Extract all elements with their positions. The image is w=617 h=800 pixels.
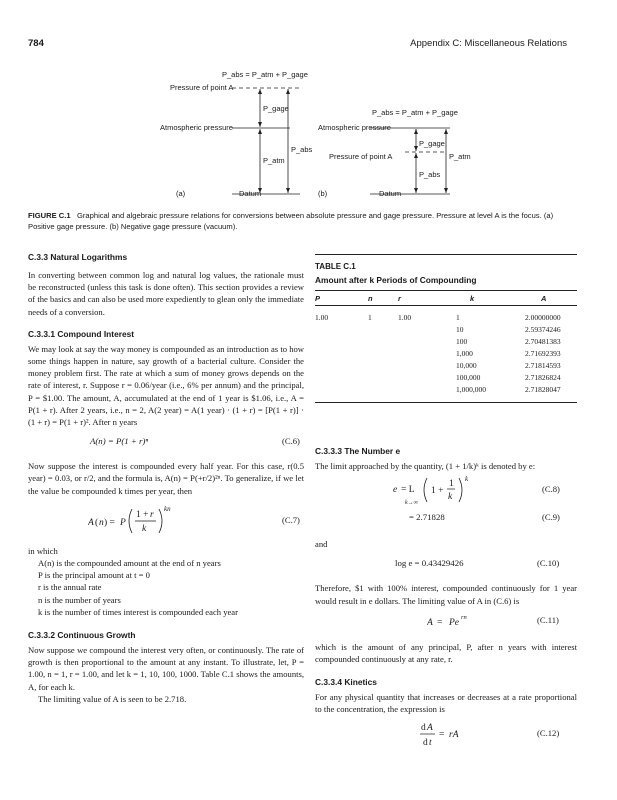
table-cell: 1,000,000 [456, 385, 486, 394]
paragraph: The limit approached by the quantity, (1 + 1/k)ᵏ is denoted by e: [315, 461, 536, 471]
paragraph: We may look at say the way money is compounded as an introduction as to how some things happen in nature, say growth of a bacterial culture. Consider the money problem first. The rate at which a sum of money grows depends on the rate of interest, r. Suppose r = 0.06/year (i.e., 6% per annum) and the principal, P = $1.00. The amount, A, accumulated at the end of 1 year is $1.06, i.e., A = P(1 + r). After 2 years, i.e., n = 2, A(2 year) = A(1 year) · (1 + r) = [P(1 + r)] · (1 + r) = P(1 + r)². After n years [28, 343, 304, 428]
table-header-n: n [368, 294, 373, 303]
equation-c6 [28, 428, 304, 454]
fig-a-patm-label: P_atm [263, 156, 285, 165]
page-number: 784 [28, 38, 44, 49]
table-header-rule [315, 290, 577, 291]
svg-text:e: e [393, 485, 398, 496]
svg-text:A: A [427, 617, 433, 628]
table-cell: 2.70481383 [525, 337, 561, 346]
equation-c12 [315, 716, 577, 752]
equation-c11 [315, 607, 577, 635]
equation-c7 [28, 497, 304, 545]
table-cell: 1 [456, 313, 460, 322]
equation-c9 [315, 510, 577, 538]
definition-item: n is the number of years [38, 594, 121, 605]
table-cell: 2.59374246 [525, 325, 561, 334]
table-cell: 100,000 [456, 373, 481, 382]
equation-c10 [315, 550, 577, 574]
fig-b-abs-label: P_abs [419, 170, 441, 179]
figure-caption [28, 210, 576, 232]
fig-b-datum-label: Datum [379, 189, 402, 198]
svg-text:) =: ) = [104, 517, 115, 528]
equation-c9-text: = 2.71828 [409, 512, 445, 523]
table-label: TABLE C.1 [315, 262, 356, 271]
equation-c6-text: A(n) = P(1 + r)ⁿ [90, 436, 149, 447]
svg-text:k: k [448, 492, 453, 503]
table-cell: 1.00 [315, 313, 329, 322]
table-cell: 2.71692393 [525, 349, 561, 358]
equation-c10-text: log e = 0.43429426 [395, 558, 464, 569]
fig-a-abs-label: P_abs [291, 145, 313, 154]
svg-text:r: r [150, 509, 154, 520]
svg-text:k→∞: k→∞ [405, 500, 418, 507]
equation-c11-formula [427, 609, 487, 631]
fig-b-patm-label: P_atm [449, 152, 471, 161]
table-top-rule [315, 254, 577, 255]
section-number-e: C.3.3.3 The Number e [315, 446, 401, 456]
paragraph: The limiting value of A is seen to be 2.718. [38, 693, 187, 704]
fig-a-datum-label: Datum [239, 189, 262, 198]
table-cell: 2.71826824 [525, 373, 561, 382]
right-column [315, 446, 577, 752]
section-continuous-growth: C.3.3.2 Continuous Growth [28, 630, 136, 641]
section-compound-interest: C.3.3.1 Compound Interest [28, 328, 135, 339]
caption-text: Graphical and algebraic pressure relations for conversions between absolute pressure and gage pressure. Pressure at level A is the focus. (a) Positive gage pressure. (b) Negative gage pressure (vacuum). [28, 211, 554, 231]
table-header-a: A [541, 294, 547, 303]
paragraph: which is the amount of any principal, P, after n years with interest compounded continuously at any rate, r. [315, 641, 577, 665]
table-header-k: k [470, 294, 475, 303]
table-cell: 1 [368, 313, 372, 322]
equation-c8-formula [393, 474, 503, 510]
svg-text:rA: rA [449, 729, 459, 740]
paragraph: Therefore, $1 with 100% interest, compounded continuously for 1 year would result in e dollars. The limiting value of A in (C.6) is [315, 583, 577, 606]
svg-text:k: k [142, 523, 147, 534]
definition-item: r is the annual rate [38, 582, 102, 593]
svg-text:k: k [465, 475, 469, 484]
table-header-r: r [398, 294, 401, 303]
svg-text:A: A [427, 722, 433, 733]
table-cell: 1,000 [456, 349, 473, 358]
svg-text:kn: kn [164, 504, 171, 513]
svg-text:1 +: 1 + [431, 486, 444, 497]
svg-text:t: t [429, 737, 432, 748]
table-title: Amount after k Periods of Compounding [315, 275, 477, 285]
running-header: Appendix C: Miscellaneous Relations [410, 38, 567, 49]
caption-label: FIGURE C.1 [28, 211, 71, 220]
section-natural-logarithms: C.3.3 Natural Logarithms [28, 252, 128, 262]
equation-c10-number: (C.10) [537, 558, 560, 569]
fig-b-point-label: Pressure of point A [329, 152, 393, 161]
paragraph: Now suppose the interest is compounded every half year. For this case, r(0.5 year) = 0.03, or r/2, and the formula is, A(n) = P(+r/2)²ⁿ. To generalize, if we let the value be compounded k times per year, then [28, 461, 304, 496]
fig-b-atm-label: Atmospheric pressure [318, 123, 391, 132]
equation-c12-number: (C.12) [537, 727, 560, 738]
definition-item: A(n) is the compounded amount at the end of n years [38, 558, 221, 569]
table-cell: 10 [456, 325, 464, 334]
and-text: and [315, 539, 328, 550]
paragraph: In converting between common log and natural log values, the rationale must be reconstructed (unless this task is done often). This section provides a review of the basics and can also be used more expediently to glean only the immediate needs of a conversion. [28, 270, 304, 317]
equation-c8-number: (C.8) [542, 484, 560, 495]
table-cell: 10,000 [456, 361, 477, 370]
fig-b-gage-label: P_gage [419, 139, 445, 148]
svg-text:n: n [99, 517, 104, 528]
equation-c8 [315, 472, 577, 510]
table-bottom-rule [315, 402, 577, 403]
fig-a-atm-label: Atmospheric pressure [160, 123, 233, 132]
fig-a-gage-label: P_gage [263, 104, 289, 113]
fig-a-panel-label: (a) [176, 189, 186, 198]
equation-c6-number: (C.6) [282, 436, 300, 447]
fig-a-formula: P_abs = P_atm + P_gage [222, 70, 308, 79]
table-cell: 2.71814593 [525, 361, 561, 370]
table-header-rule-bottom [315, 305, 577, 306]
fig-b-formula: P_abs = P_atm + P_gage [372, 108, 458, 117]
svg-text:=: = [437, 617, 443, 628]
paragraph: Now suppose we compound the interest very often, or continuously. The rate of growth is then proportional to the amount at any instant. To illustrate, let, P = 1.00, n = 1, r = 1.00, and let k = 1, 10, 100, 1000. Table C.1 shows the amounts, A, for each k. [28, 645, 304, 692]
svg-text:A: A [88, 517, 94, 528]
table-cell: 2.00000000 [525, 313, 561, 322]
table-cell: 2.71828047 [525, 385, 561, 394]
table-cell: 1.00 [398, 313, 412, 322]
svg-text:d: d [421, 722, 426, 733]
left-column [28, 252, 304, 705]
paragraph: For any physical quantity that increases or decreases at a rate proportional to the concentration, the expression is [315, 692, 577, 715]
equation-c11-number: (C.11) [537, 614, 559, 625]
definition-item: P is the principal amount at t = 0 [38, 570, 150, 581]
fig-a-point-label: Pressure of point A [170, 83, 234, 92]
equation-c9-number: (C.9) [542, 512, 560, 523]
table-cell: 100 [456, 337, 468, 346]
fig-b-panel-label: (b) [318, 189, 328, 198]
svg-text:Pe: Pe [449, 617, 460, 628]
svg-text:1 +: 1 + [136, 509, 149, 520]
pressure-figure [0, 60, 617, 205]
in-which-text: in which [28, 545, 58, 556]
equation-c12-formula [419, 718, 479, 750]
svg-text:rn: rn [461, 613, 467, 621]
definition-item: k is the number of times interest is compounded each year [38, 606, 238, 617]
table-header-p: P [315, 294, 321, 303]
definitions-list [28, 557, 304, 618]
svg-text:=: = [439, 729, 445, 740]
equation-c7-number: (C.7) [282, 514, 300, 525]
svg-text:P: P [120, 517, 126, 528]
section-kinetics: C.3.3.4 Kinetics [315, 677, 377, 688]
svg-text:(: ( [95, 517, 99, 528]
equation-c7-formula [88, 501, 218, 541]
svg-text:1: 1 [449, 479, 454, 490]
svg-text:= L: = L [401, 485, 415, 496]
svg-text:d: d [423, 737, 428, 748]
